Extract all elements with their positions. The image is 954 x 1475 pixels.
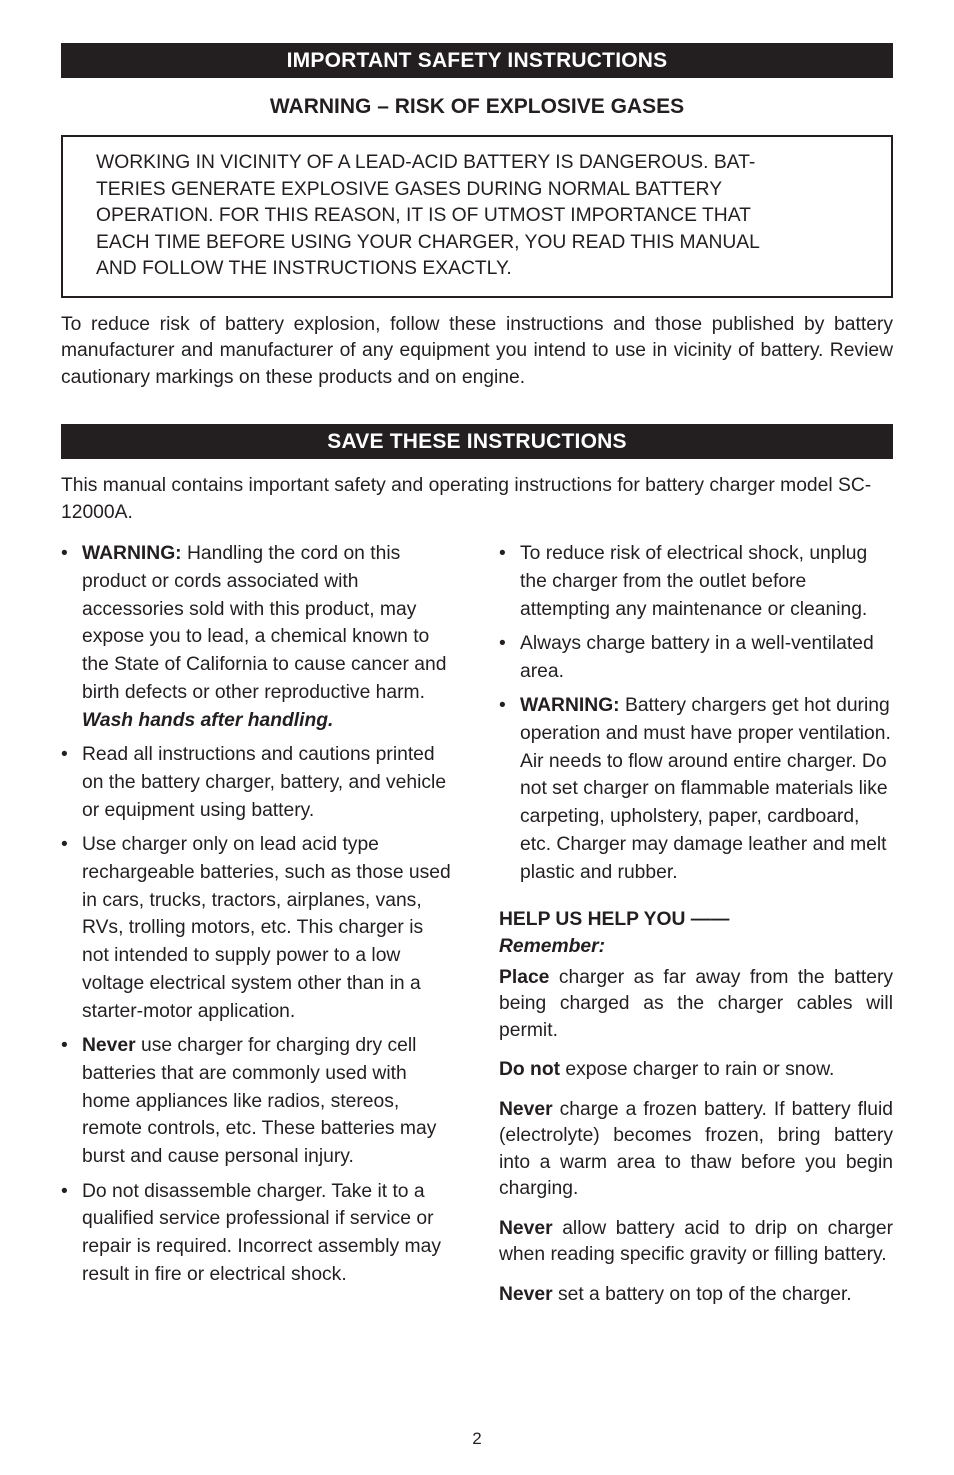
- bullet-text: Use charger only on lead acid type rechargeable batteries, such as those used in cars, trucks, tractors, airplanes, vans, RVs, trolling motors, etc. This charger is not intended to supply power to a low voltage electrical system other than in a starter-motor application.: [82, 833, 451, 1022]
- bullet-bold: WARNING:: [82, 543, 182, 564]
- manual-page: [61, 43, 893, 1305]
- help-item: [499, 1282, 893, 1309]
- help-item: [499, 1216, 893, 1269]
- bullet-item: [61, 1032, 453, 1171]
- help-item-text: charge a frozen battery. If battery fluid (electrolyte) becomes frozen, bring battery into a warm area to thaw before you begin charging.: [499, 1098, 893, 1200]
- bullet-text: Do not disassemble charger. Take it to a qualified service professional if service or repair is required. Incorrect assembly may result in fire or electrical shock.: [82, 1180, 441, 1285]
- remember-label: Remember:: [499, 935, 606, 957]
- bullet-item: [499, 540, 893, 623]
- help-title: HELP US HELP YOU ——: [499, 908, 730, 930]
- page-number: 2: [472, 1429, 482, 1448]
- left-column: [61, 540, 453, 1295]
- bullet-text: Handling the cord on this product or cords associated with accessories sold with this product, may expose you to lead, a chemical known to the State of California to cause cancer and birth defects or other reproductive harm.: [82, 543, 447, 703]
- warning-heading: WARNING – RISK OF EXPLOSIVE GASES: [269, 95, 685, 118]
- warning-line: TERIES GENERATE EXPLOSIVE GASES DURING NORMAL BATTERY: [96, 178, 723, 200]
- bullet-item: [499, 630, 893, 686]
- intro-paragraph: To reduce risk of battery explosion, follow these instructions and those published by battery manufacturer and manufacturer of any equipment you intend to use in vicinity of battery. Review cautionary markings on these products and on engine.: [61, 313, 893, 388]
- important-safety-banner: IMPORTANT SAFETY INSTRUCTIONS: [61, 43, 893, 78]
- right-bullet-list: [499, 540, 893, 887]
- help-item-text: allow battery acid to drip on charger when reading specific gravity or filling battery.: [499, 1217, 893, 1266]
- warning-line: OPERATION. FOR THIS REASON, IT IS OF UTMOST IMPORTANCE THAT: [96, 205, 751, 226]
- bullet-text: To reduce risk of electrical shock, unplug the charger from the outlet before attempting any maintenance or cleaning.: [520, 543, 868, 620]
- help-item-text: set a battery on top of the charger.: [552, 1283, 852, 1305]
- help-item: [499, 1097, 893, 1203]
- help-section: [499, 906, 893, 1309]
- help-item-bold: Never: [499, 1098, 553, 1120]
- help-item-bold: Do not: [499, 1059, 561, 1081]
- warning-line: EACH TIME BEFORE USING YOUR CHARGER, YOU READ THIS MANUAL: [96, 231, 760, 253]
- right-column: [499, 540, 893, 1308]
- left-bullet-list: [61, 540, 453, 1289]
- bullet-bold: Never: [82, 1035, 136, 1057]
- help-item-text: expose charger to rain or snow.: [560, 1059, 835, 1081]
- bullet-item: [499, 692, 893, 887]
- help-item-bold: Never: [499, 1217, 553, 1239]
- help-item: [499, 965, 893, 1045]
- bullet-text: Read all instructions and cautions printed on the battery charger, battery, and vehicle or equipment using battery.: [82, 744, 447, 821]
- bullet-item: [61, 1178, 453, 1289]
- help-item-bold: Place: [499, 966, 550, 988]
- bullet-bold: WARNING:: [520, 694, 620, 716]
- help-item-bold: Never: [499, 1283, 553, 1305]
- warning-line: WORKING IN VICINITY OF A LEAD-ACID BATTERY IS DANGEROUS. BAT-: [96, 152, 756, 173]
- help-item: [499, 1057, 893, 1084]
- bullet-text: Battery chargers get hot during operation and must have proper ventilation. Air needs to flow around entire charger. Do not set charger on flammable materials like carpeting, upholstery, paper, cardboard, etc. Charger may damage leather and melt plastic and rubber.: [520, 694, 891, 883]
- warning-box: [61, 135, 893, 298]
- manual-paragraph: This manual contains important safety and operating instructions for battery charger model SC-12000A.: [61, 475, 872, 523]
- help-item-text: charger as far away from the battery being charged as the charger cables will permit.: [499, 966, 893, 1041]
- bullet-item: [61, 741, 453, 824]
- bullet-text: use charger for charging dry cell batteries that are commonly used with home appliances like radios, stereos, remote controls, etc. These batteries may burst and cause personal injury.: [82, 1035, 437, 1168]
- save-instructions-banner: SAVE THESE INSTRUCTIONS: [61, 424, 893, 459]
- bullet-item: [61, 540, 453, 735]
- bullet-emphasis: Wash hands after handling.: [82, 709, 334, 731]
- warning-line: AND FOLLOW THE INSTRUCTIONS EXACTLY.: [96, 258, 512, 279]
- bullet-text: Always charge battery in a well-ventilated area.: [520, 632, 874, 682]
- bullet-item: [61, 831, 453, 1026]
